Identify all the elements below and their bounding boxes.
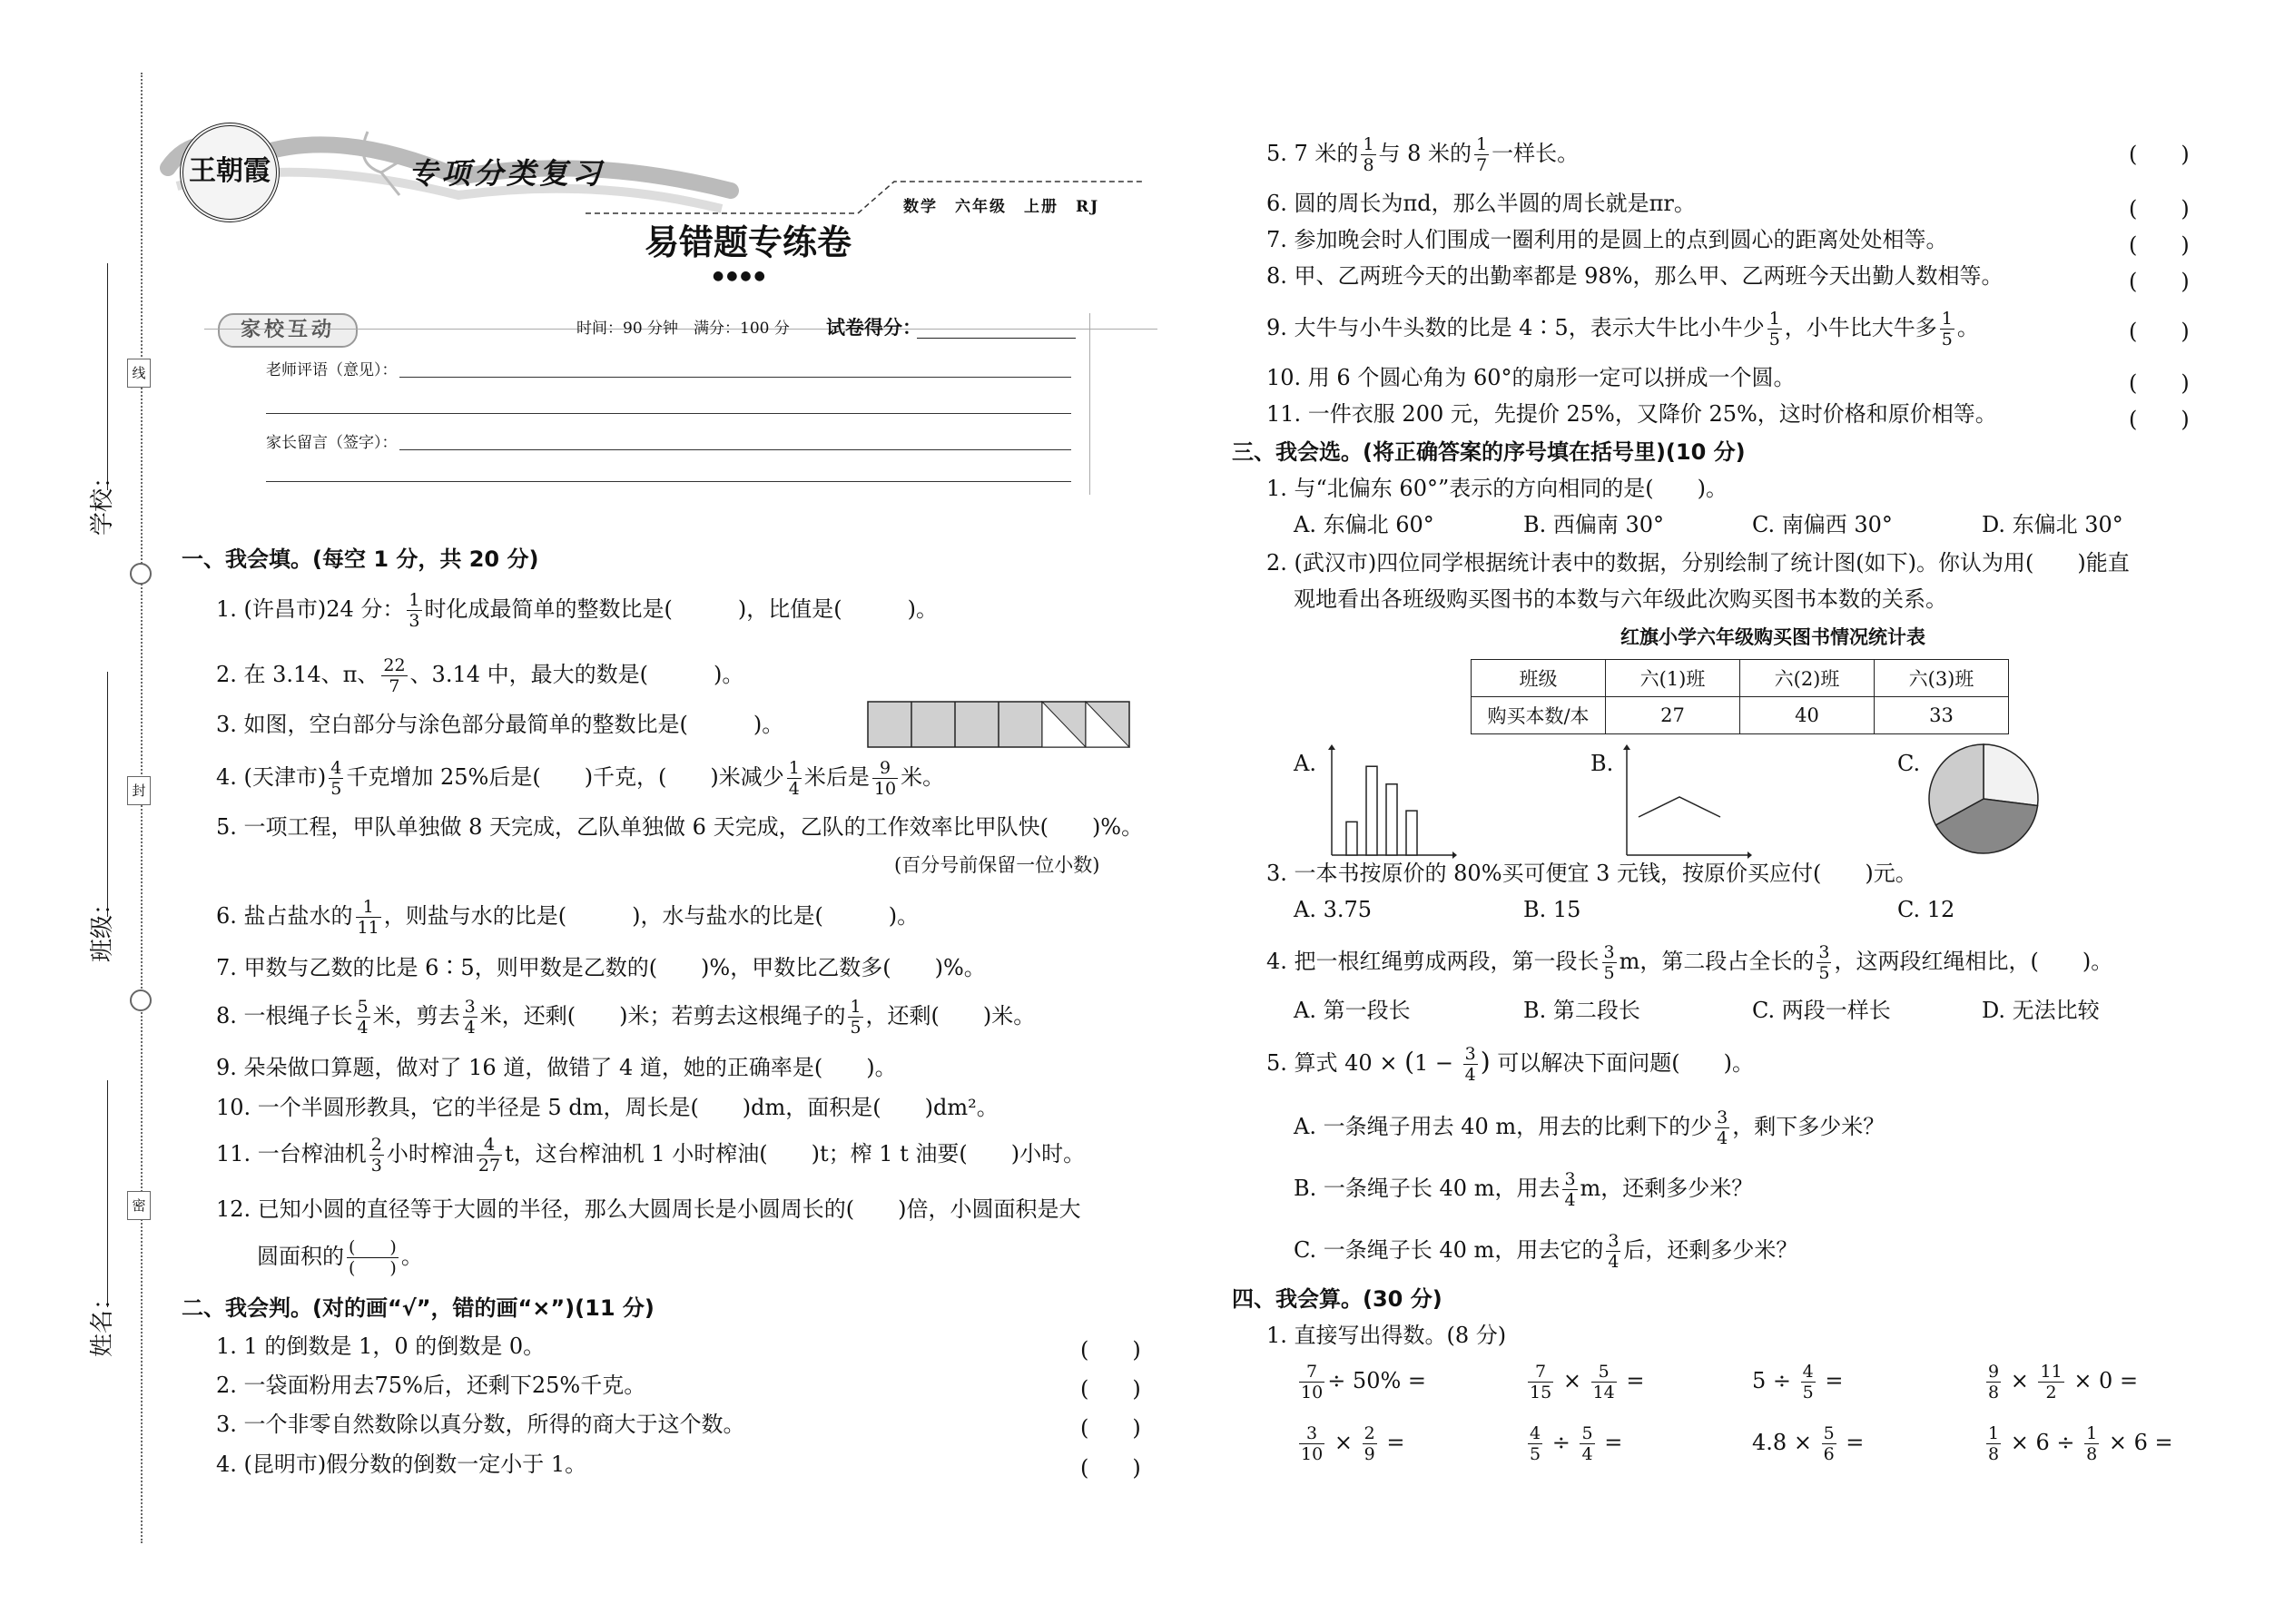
s3-q2-line2: 观地看出各班级购买图书的本数与六年级此次购买图书本数的关系。 xyxy=(1294,586,1947,612)
chart-b-label[interactable]: B. xyxy=(1590,751,1614,776)
s2-q9: 9. 大牛与小牛头数的比是 4∶5，表示大牛比小牛少 $\frac{1}{5}$ ，小牛比大牛多 $\frac{1}{5}$ 。 xyxy=(1266,309,1979,349)
binding-mark-2 xyxy=(130,989,152,1011)
s2-q10-answer[interactable]: ( ) xyxy=(2129,370,2190,396)
s3-q5-opt-a[interactable]: A. 一条绳子用去 40 m，用去的比剩下的少 $\frac{3}{4}$ ，剩下多少米？ xyxy=(1294,1107,1885,1148)
s2-q7: 7. 参加晚会时人们围成一圈利用的是圆上的点到圆心的距离处处相等。 xyxy=(1266,227,1948,252)
s2-q4: 4. (昆明市)假分数的倒数一定小于 1。 xyxy=(216,1452,587,1477)
stat-table-header-row xyxy=(1472,660,2009,697)
stat-table-cell: 33 xyxy=(1875,697,2009,734)
class-label: 班级： xyxy=(89,891,116,962)
seal-box-3: 密 xyxy=(127,1191,151,1220)
stat-table xyxy=(1471,659,2009,734)
s3-q1-opt-a[interactable]: A. 东偏北 60° xyxy=(1294,512,1434,537)
s3-q5-opt-c[interactable]: C. 一条绳子长 40 m，用去它的 $\frac{3}{4}$ 后，还剩多少米？ xyxy=(1294,1231,1798,1272)
chart-b-line xyxy=(1616,744,1752,862)
s2-q6-answer[interactable]: ( ) xyxy=(2129,196,2190,221)
logo-badge: 王朝霞 xyxy=(180,123,280,222)
calc-6[interactable]: $\frac{4}{5}$ ÷ $\frac{5}{4}$ = xyxy=(1530,1423,1623,1464)
s3-q4-opt-b[interactable]: B. 第二段长 xyxy=(1523,998,1640,1023)
s3-q4-opt-d[interactable]: D. 无法比较 xyxy=(1982,998,2100,1023)
calc-8[interactable]: $\frac{1}{8}$ × 6 ÷ $\frac{1}{8}$ × 6 = xyxy=(1988,1423,2173,1464)
calc-4[interactable]: $\frac{9}{8}$ × $\frac{11}{2}$ × 0 = xyxy=(1988,1362,2139,1403)
s2-q9-answer[interactable]: ( ) xyxy=(2129,319,2190,344)
s2-q6: 6. 圆的周长为πd，那么半圆的周长就是πr。 xyxy=(1266,191,1696,216)
s2-q8-answer[interactable]: ( ) xyxy=(2129,269,2190,294)
stat-table-cell: 40 xyxy=(1740,697,1875,734)
s1-q6: 6. 盐占盐水的 $\frac{1}{11}$ ，则盐与水的比是( )，水与盐水的比是( )。 xyxy=(216,897,920,938)
s1-q5: 5. 一项工程，甲队单独做 8 天完成，乙队单独做 6 天完成，乙队的工作效率比甲队快( )%。 xyxy=(216,814,1144,840)
calc-1[interactable]: $\frac{7}{10}$ ÷ 50% = xyxy=(1301,1362,1427,1403)
s2-q7-answer[interactable]: ( ) xyxy=(2129,232,2190,258)
chart-a-bar xyxy=(1321,744,1457,862)
section3-title: 三、我会选。(将正确答案的序号填在括号里)(10 分) xyxy=(1232,439,1746,465)
s2-q2-answer[interactable]: ( ) xyxy=(1080,1376,1141,1402)
s1-q7: 7. 甲数与乙数的比是 6∶5，则甲数是乙数的( )%，甲数比乙数多( )%。 xyxy=(216,955,986,980)
y-axis-arrow xyxy=(1623,744,1630,750)
parent-comment-label: 家长留言（签字）： xyxy=(266,434,398,452)
s1-q3: 3. 如图，空白部分与涂色部分最简单的整数比是( )。 xyxy=(216,712,784,737)
s3-q3-opt-b[interactable]: B. 15 xyxy=(1523,897,1581,922)
teacher-comment-line-1[interactable] xyxy=(399,377,1071,378)
s3-q5-opt-b[interactable]: B. 一条绳子长 40 m，用去 $\frac{3}{4}$ m，还剩多少米？ xyxy=(1294,1169,1754,1210)
stat-table-data-row xyxy=(1472,697,2009,734)
calc-2[interactable]: $\frac{7}{15}$ × $\frac{5}{14}$ = xyxy=(1530,1362,1645,1403)
chart-a-label[interactable]: A. xyxy=(1294,751,1316,776)
calc-7[interactable]: 4.8 × $\frac{5}{6}$ = xyxy=(1752,1423,1865,1464)
s2-q11-answer[interactable]: ( ) xyxy=(2129,407,2190,432)
stat-table-cell: 六(2)班 xyxy=(1740,660,1875,697)
s3-q1-opt-b[interactable]: B. 西偏南 30° xyxy=(1523,512,1665,537)
chart-c-label[interactable]: C. xyxy=(1897,751,1921,776)
bar xyxy=(1406,811,1417,855)
s3-q5: 5. 算式 40 × (1 − $\frac{3}{4}$ ) 可以解决下面问题( )。 xyxy=(1266,1044,1755,1085)
time-info: 时间：90 分钟 满分：100 分 xyxy=(576,320,790,338)
parent-comment-line-2[interactable] xyxy=(266,481,1071,482)
section1-title: 一、我会填。(每空 1 分，共 20 分) xyxy=(182,546,539,572)
s1-q12-line1: 12. 已知小圆的直径等于大圆的半径，那么大圆周长是小圆周长的( )倍，小圆面积是大 xyxy=(216,1196,1081,1222)
stat-table-cell: 班级 xyxy=(1472,660,1606,697)
stat-table-title: 红旗小学六年级购买图书情况统计表 xyxy=(1620,626,1925,648)
calc-5[interactable]: $\frac{3}{10}$ × $\frac{2}{9}$ = xyxy=(1301,1423,1405,1464)
line-series xyxy=(1639,797,1720,817)
s2-q5: 5. 7 米的 $\frac{1}{8}$ 与 8 米的 $\frac{1}{7}$ 一样长。 xyxy=(1266,134,1580,175)
score-field[interactable] xyxy=(917,338,1076,339)
series-title: 专项分类复习 xyxy=(409,156,605,191)
school-label: 学校： xyxy=(89,464,116,536)
parent-comment-line-1[interactable] xyxy=(399,449,1071,450)
s3-q1-opt-d[interactable]: D. 东偏北 30° xyxy=(1982,512,2123,537)
bar xyxy=(1346,822,1357,855)
s3-q3-opt-c[interactable]: C. 12 xyxy=(1897,897,1955,922)
s2-q3: 3. 一个非零自然数除以真分数，所得的商大于这个数。 xyxy=(216,1412,745,1437)
stat-table-cell: 六(3)班 xyxy=(1875,660,2009,697)
binding-mark-1 xyxy=(130,563,152,585)
s1-q10: 10. 一个半圆形教具，它的半径是 5 dm，周长是( )dm，面积是( )dm²。 xyxy=(216,1095,999,1120)
s1-q5-note: (百分号前保留一位小数) xyxy=(894,854,1100,876)
s1-q9: 9. 朵朵做口算题，做对了 16 道，做错了 4 道，她的正确率是( )。 xyxy=(216,1055,897,1080)
exam-title: 易错题专练卷 xyxy=(645,221,852,262)
s2-q2: 2. 一袋面粉用去75%后，还剩下25%千克。 xyxy=(216,1373,646,1398)
stat-table-cell: 六(1)班 xyxy=(1606,660,1740,697)
shaded-bar-figure xyxy=(867,701,1130,748)
s3-q4: 4. 把一根红绳剪成两段，第一段长 $\frac{3}{5}$ m，第二段占全长的 $\frac{3}{5}$ ，这两段红绳相比，( )。 xyxy=(1266,942,2113,983)
seal-box-2: 封 xyxy=(127,776,151,805)
chart-c-pie xyxy=(1925,740,2043,858)
s1-q11: 11. 一台榨油机 $\frac{2}{3}$ 小时榨油 $\frac{4}{27}$ t，这台榨油机 1 小时榨油( )t；榨 1 t 油要( )小时。 xyxy=(216,1135,1086,1176)
s2-q11: 11. 一件衣服 200 元，先提价 25%，又降价 25%，这时价格和原价相等。 xyxy=(1266,401,1997,427)
s3-q4-opt-a[interactable]: A. 第一段长 xyxy=(1294,998,1411,1023)
s3-q1: 1. 与“北偏东 60°”表示的方向相同的是( )。 xyxy=(1266,476,1728,501)
s3-q3-opt-a[interactable]: A. 3.75 xyxy=(1294,897,1373,922)
bar xyxy=(1386,784,1397,855)
y-axis-arrow xyxy=(1328,744,1335,750)
school-field-line[interactable] xyxy=(107,263,108,490)
s2-q4-answer[interactable]: ( ) xyxy=(1080,1455,1141,1481)
stat-table-cell: 购买本数/本 xyxy=(1472,697,1606,734)
calc-3[interactable]: 5 ÷ $\frac{4}{5}$ = xyxy=(1752,1362,1844,1403)
s2-q8: 8. 甲、乙两班今天的出勤率都是 98%，那么甲、乙两班今天出勤人数相等。 xyxy=(1266,263,2004,289)
s1-q12-line2: 圆面积的 ( ) ( ) 。 xyxy=(257,1237,423,1278)
x-axis-arrow xyxy=(1748,851,1752,859)
title-dots: ●●●● xyxy=(713,269,768,283)
header-vertical-rule xyxy=(1089,313,1090,495)
home-school-badge: 家校互动 xyxy=(218,313,358,348)
name-label: 姓名： xyxy=(89,1285,116,1357)
teacher-comment-label: 老师评语（意见）： xyxy=(266,361,398,379)
s2-q3-answer[interactable]: ( ) xyxy=(1080,1415,1141,1441)
binding-line xyxy=(141,73,143,1543)
pie-slice xyxy=(1984,744,2038,806)
s2-q5-answer[interactable]: ( ) xyxy=(2129,142,2190,167)
s3-q3: 3. 一本书按原价的 80%买可便宜 3 元钱，按原价买应付( )元。 xyxy=(1266,861,1917,886)
s3-q4-opt-c[interactable]: C. 两段一样长 xyxy=(1752,998,1891,1023)
bar xyxy=(1366,766,1377,855)
x-axis-arrow xyxy=(1452,851,1457,859)
s1-q4: 4. (天津市) $\frac{4}{5}$ 千克增加 25%后是( )千克，( )米减少 $\frac{1}{4}$ 米后是 $\frac{9}{10}$ 米。 xyxy=(216,758,945,799)
teacher-comment-line-2[interactable] xyxy=(266,413,1071,414)
book-info: 数学 六年级 上册 RJ xyxy=(903,198,1100,216)
name-field-line[interactable] xyxy=(107,1080,108,1307)
score-label: 试卷得分： xyxy=(826,316,921,339)
s1-q1: 1. (许昌市)24 分： $\frac{1}{3}$ 时化成最简单的整数比是( )，比值是( )。 xyxy=(216,590,938,631)
s2-q10: 10. 用 6 个圆心角为 60°的扇形一定可以拼成一个圆。 xyxy=(1266,365,1796,390)
section4-title: 四、我会算。(30 分) xyxy=(1232,1286,1442,1312)
s1-q2: 2. 在 3.14、π、 $\frac{22}{7}$ 、3.14̇ 中，最大的数是( )。 xyxy=(216,655,744,696)
section2-title: 二、我会判。(对的画“√”，错的画“×”)(11 分) xyxy=(182,1295,655,1321)
stat-table-cell: 27 xyxy=(1606,697,1740,734)
s4-q1: 1. 直接写出得数。(8 分) xyxy=(1266,1323,1507,1348)
class-field-line[interactable] xyxy=(107,672,108,917)
s1-q8: 8. 一根绳子长 $\frac{5}{4}$ 米，剪去 $\frac{3}{4}$ 米，还剩( )米；若剪去这根绳子的 $\frac{1}{5}$ ，还剩( )米。 xyxy=(216,997,1036,1038)
s3-q2-line1: 2. (武汉市)四位同学根据统计表中的数据，分别绘制了统计图(如下)。你认为用( )能直 xyxy=(1266,550,2130,576)
seal-box-1: 线 xyxy=(127,359,151,388)
s2-q1: 1. 1 的倒数是 1，0 的倒数是 0。 xyxy=(216,1334,546,1359)
s2-q1-answer[interactable]: ( ) xyxy=(1080,1337,1141,1363)
s3-q1-opt-c[interactable]: C. 南偏西 30° xyxy=(1752,512,1893,537)
